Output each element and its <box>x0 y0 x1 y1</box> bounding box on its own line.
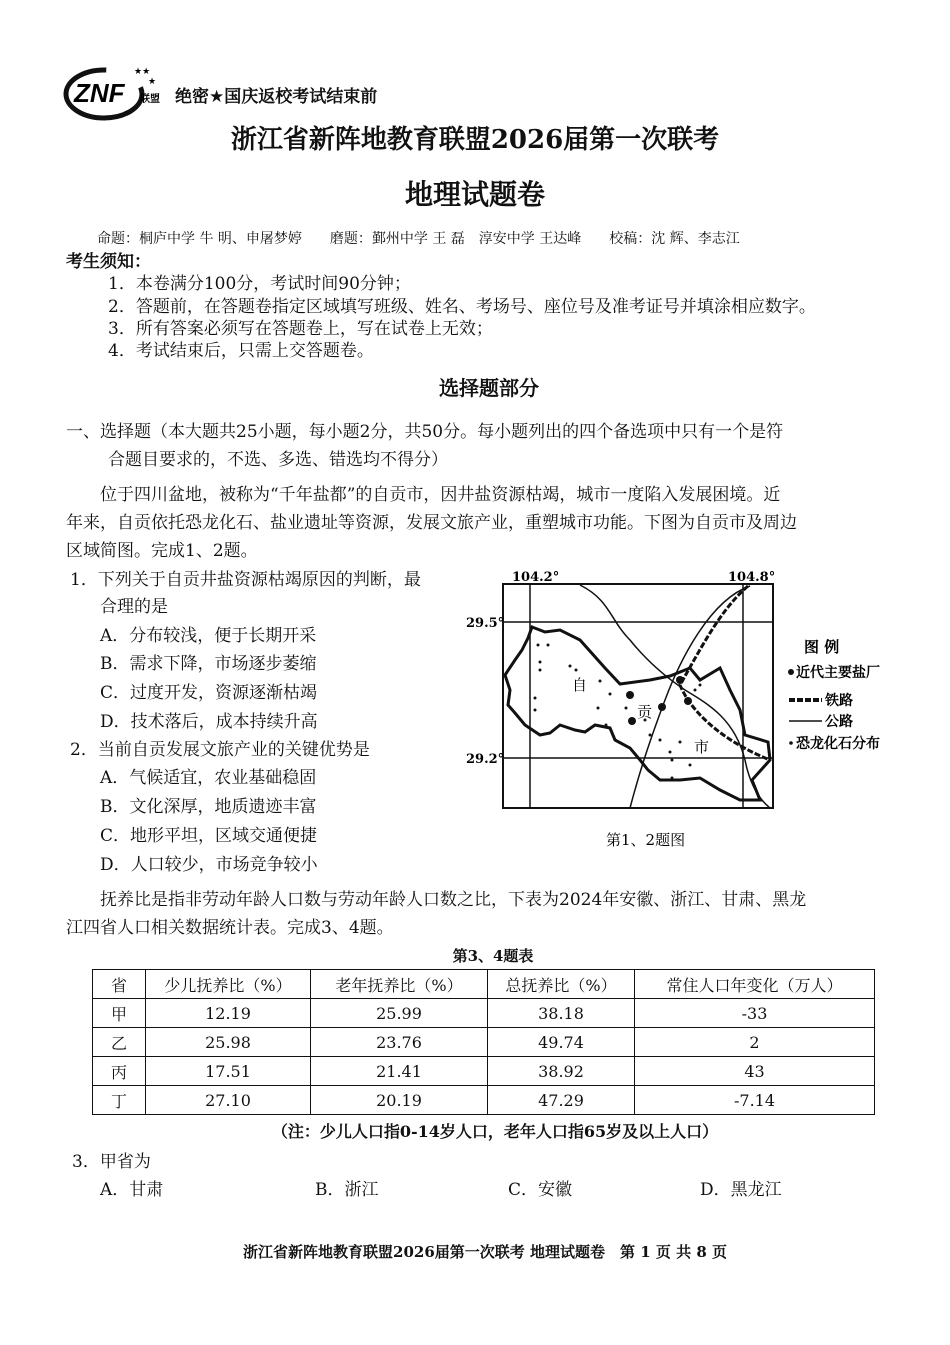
legend-salt: 近代主要盐厂 <box>796 665 880 681</box>
q3-stem: 3．甲省为 <box>72 1152 151 1172</box>
page-footer: 浙江省新阵地教育联盟2026届第一次联考 地理试题卷 第 1 页 共 8 页 <box>243 1243 727 1261</box>
header-cell: 常住人口年变化（万人） <box>635 970 875 999</box>
secret-label: 绝密★国庆返校考试结束前 <box>175 87 378 107</box>
cell: 乙 <box>93 1028 146 1057</box>
cell: 25.99 <box>311 999 488 1028</box>
table-caption: 第3、4题表 <box>452 947 534 965</box>
cell: 23.76 <box>311 1028 488 1057</box>
dinosaur-fossils <box>534 644 702 780</box>
q3-option-c: C．安徽 <box>508 1180 573 1200</box>
svg-text:ZNF: ZNF <box>74 78 125 108</box>
passage-line: 抚养比是指非劳动年龄人口数与劳动年龄人口数之比，下表为2024年安徽、浙江、甘肃、黑龙 <box>100 890 807 910</box>
notice-item: 4．考试结束后，只需上交答题卷。 <box>108 341 374 361</box>
passage-line: 区域简图。完成1、2题。 <box>66 541 258 561</box>
header-cell: 少儿抚养比（%） <box>146 970 311 999</box>
table-note: （注：少儿人口指0-14岁人口，老年人口指65岁及以上人口） <box>271 1122 719 1141</box>
authors-line: 命题：桐庐中学 牛 明、申屠梦婷 磨题：鄞州中学 王 磊 淳安中学 王达峰 校稿：沈 辉、李志江 <box>97 231 740 247</box>
cell: -7.14 <box>635 1086 875 1115</box>
cell: 12.19 <box>146 999 311 1028</box>
header-cell: 省 <box>93 970 146 999</box>
cell: 38.92 <box>488 1057 635 1086</box>
cell: 20.19 <box>311 1086 488 1115</box>
svg-text:联盟: 联盟 <box>140 94 160 105</box>
passage-line: 江四省人口相关数据统计表。完成3、4题。 <box>66 918 394 938</box>
cell: 43 <box>635 1057 875 1086</box>
q2-option-d: D．人口较少，市场竞争较小 <box>100 855 318 875</box>
q2-stem: 2．当前自贡发展文旅产业的关键优势是 <box>70 740 370 760</box>
section-heading-cont: 合题目要求的，不选、多选、错选均不得分） <box>108 450 448 470</box>
q1-option-b: B．需求下降，市场逐步萎缩 <box>100 654 317 674</box>
lat-label: 29.5° <box>466 616 505 631</box>
q1-option-a: A．分布较浅，便于长期开采 <box>100 626 317 646</box>
q1-option-c: C．过度开发，资源逐渐枯竭 <box>100 683 318 703</box>
table-row <box>93 1057 875 1086</box>
cell: 17.51 <box>146 1057 311 1086</box>
notice-item: 2．答题前，在答题卷指定区域填写班级、姓名、考场号、座位号及准考证号并填涂相应数字。 <box>108 297 816 317</box>
table-row <box>93 999 875 1028</box>
legend-railway: 铁路 <box>825 693 853 709</box>
cell: 27.10 <box>146 1086 311 1115</box>
notice-item: 3．所有答案必须写在答题卷上，写在试卷上无效； <box>108 319 493 339</box>
q2-option-a: A．气候适宜，农业基础稳固 <box>100 768 317 788</box>
table-header-row <box>93 970 875 999</box>
cell: 21.41 <box>311 1057 488 1086</box>
cell: 2 <box>635 1028 875 1057</box>
lat-label: 29.2° <box>466 752 505 767</box>
table-row <box>93 1086 875 1115</box>
exam-title: 浙江省新阵地教育联盟2026届第一次联考 <box>230 125 720 155</box>
header-cell: 老年抚养比（%） <box>311 970 488 999</box>
cell: 47.29 <box>488 1086 635 1115</box>
section-title: 选择题部分 <box>439 376 539 400</box>
svg-text:★★: ★★ <box>134 67 151 77</box>
cell: 丁 <box>93 1086 146 1115</box>
section-heading: 一、选择题（本大题共25小题，每小题2分，共50分。每小题列出的四个备选项中只有一个是符 <box>66 422 784 442</box>
highway <box>580 585 770 808</box>
place-char-shi: 市 <box>694 738 710 756</box>
passage-line: 年来，自贡依托恐龙化石、盐业遗址等资源，发展文旅产业，重塑城市功能。下图为自贡市及周边 <box>66 513 797 533</box>
q1-stem-cont: 合理的是 <box>100 597 168 617</box>
lon-label: 104.8° <box>728 570 776 585</box>
map-caption: 第1、2题图 <box>606 831 686 849</box>
cell: 25.98 <box>146 1028 311 1057</box>
legend-highway: 公路 <box>825 714 853 730</box>
svg-text:★: ★ <box>148 77 157 87</box>
place-char-gong: 贡 <box>637 703 653 721</box>
cell: 49.74 <box>488 1028 635 1057</box>
q1-option-d: D．技术落后，成本持续升高 <box>100 712 318 732</box>
q3-option-d: D．黑龙江 <box>700 1180 782 1200</box>
passage-line: 位于四川盆地，被称为“千年盐都”的自贡市，因井盐资源枯竭，城市一度陷入发展困境。近 <box>100 485 781 505</box>
population-table <box>92 969 875 1115</box>
notice-title: 考生须知： <box>66 252 151 272</box>
q2-option-b: B．文化深厚，地质遗迹丰富 <box>100 797 317 817</box>
q3-option-a: A．甘肃 <box>100 1180 164 1200</box>
cell: 38.18 <box>488 999 635 1028</box>
header-cell: 总抚养比（%） <box>488 970 635 999</box>
cell: 甲 <box>93 999 146 1028</box>
table-row <box>93 1028 875 1057</box>
paper-subtitle: 地理试题卷 <box>404 178 545 211</box>
q1-stem: 1．下列关于自贡井盐资源枯竭原因的判断，最 <box>70 570 421 590</box>
lon-label: 104.2° <box>512 570 560 585</box>
place-char-zi: 自 <box>572 676 588 694</box>
notice-item: 1．本卷满分100分，考试时间90分钟； <box>108 274 411 294</box>
q2-option-c: C．地形平坦，区域交通便捷 <box>100 826 318 846</box>
cell: 丙 <box>93 1057 146 1086</box>
q3-option-b: B．浙江 <box>315 1180 379 1200</box>
legend-fossil: 恐龙化石分布 <box>796 736 880 752</box>
cell: -33 <box>635 999 875 1028</box>
legend-title: 图 例 <box>804 638 840 656</box>
